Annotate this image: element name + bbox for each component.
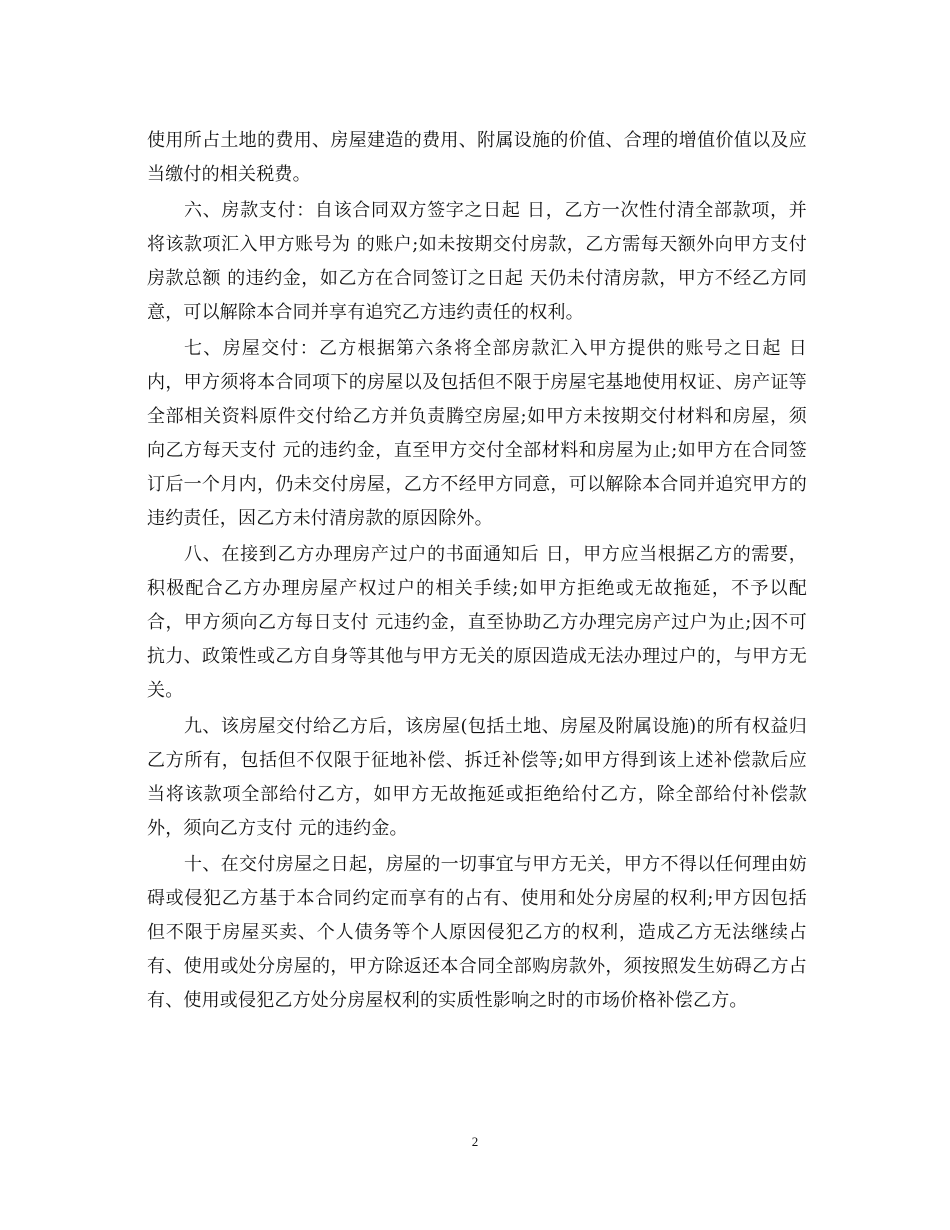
paragraph-clause-10-possession: 十、在交付房屋之日起，房屋的一切事宜与甲方无关，甲方不得以任何理由妨碍或侵犯乙方基于本合同约定而享有的占有、使用和处分房屋的权利;甲方因包括但不限于房屋买卖、个人债务等个人原因侵犯乙方的权利，造成乙方无法继续占有、使用或处分房屋的，甲方除返还本合同全部购房款外，须按照发生妨碍乙方占有、使用或侵犯乙方处分房屋权利的实质性影响之时的市场价格补偿乙方。 — [147, 854, 807, 1011]
document-body — [147, 124, 807, 1020]
page-number: 2 — [471, 1134, 479, 1149]
paragraph-clause-8-transfer: 八、在接到乙方办理房产过户的书面通知后 日，甲方应当根据乙方的需要，积极配合乙方办理房屋产权过户的相关手续;如甲方拒绝或无故拖延，不予以配合，甲方须向乙方每日支付 元违约金，直至协助乙方办理完房产过户为止;因不可抗力、政策性或乙方自身等其他与甲方无关的原因造成无法办理过户的，与甲方无关。 — [147, 544, 807, 701]
paragraph-clause-9-rights: 九、该房屋交付给乙方后，该房屋(包括土地、房屋及附属设施)的所有权益归乙方所有，包括但不仅限于征地补偿、拆迁补偿等;如甲方得到该上述补偿款后应当将该款项全部给付乙方，如甲方无故拖延或拒绝给付乙方，除全部给付补偿款外，须向乙方支付 元的违约金。 — [147, 716, 807, 839]
paragraph-clause-7-delivery: 七、房屋交付：乙方根据第六条将全部房款汇入甲方提供的账号之日起 日内，甲方须将本合同项下的房屋以及包括但不限于房屋宅基地使用权证、房产证等全部相关资料原件交付给乙方并负责腾空房屋;如甲方未按期交付材料和房屋，须向乙方每天支付 元的违约金，直至甲方交付全部材料和房屋为止;如甲方在合同签订后一个月内，仍未交付房屋，乙方不经甲方同意，可以解除本合同并追究甲方的违约责任，因乙方未付清房款的原因除外。 — [147, 338, 807, 529]
paragraph-clause-6-payment: 六、房款支付：自该合同双方签字之日起 日，乙方一次性付清全部款项，并将该款项汇入甲方账号为 的账户;如未按期交付房款，乙方需每天额外向甲方支付房款总额 的违约金，如乙方在合同签订之日起 天仍未付清房款，甲方不经乙方同意，可以解除本合同并享有追究乙方违约责任的权利。 — [147, 200, 807, 323]
paragraph-continuation: 使用所占土地的费用、房屋建造的费用、附属设施的价值、合理的增值价值以及应当缴付的相关税费。 — [147, 130, 807, 185]
